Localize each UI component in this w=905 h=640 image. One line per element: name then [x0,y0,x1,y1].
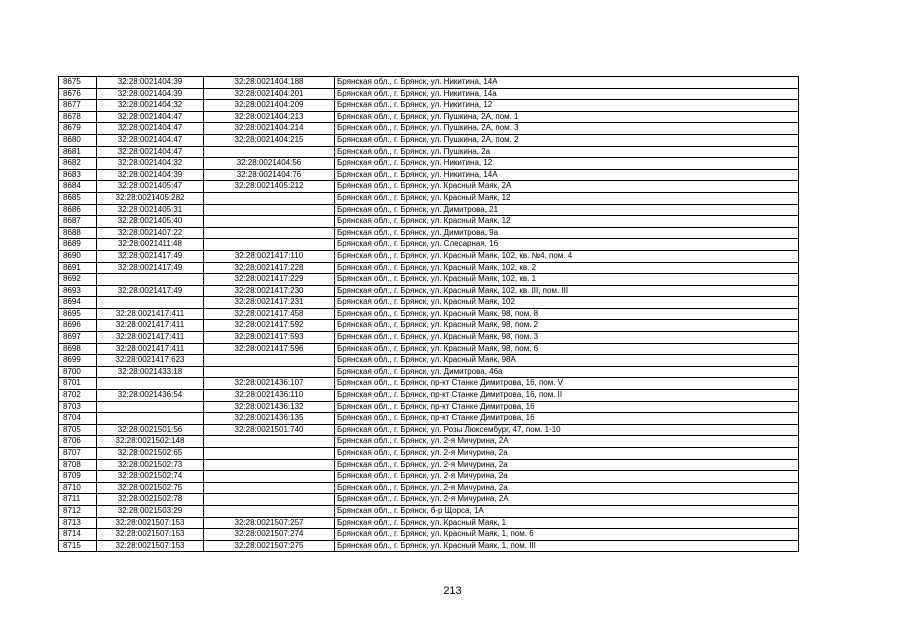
address-cell: Брянская обл., г. Брянск, ул. Красный Маяк, 102, кв. III, пом. III [335,285,799,297]
address-cell: Брянская обл., г. Брянск, ул. Пушкина, 2А, пом. 3 [335,123,799,135]
address-cell: Брянская обл., г. Брянск, ул. Никитина, 14А [335,169,799,181]
building-cadastral-cell [204,227,335,239]
building-cadastral-cell [204,494,335,506]
row-number-cell: 8697 [59,332,97,344]
building-cadastral-cell: 32:28:0021417:230 [204,285,335,297]
table-row [59,158,799,170]
building-cadastral-cell: 32:28:0021417:110 [204,250,335,262]
address-cell: Брянская обл., г. Брянск, ул. Красный Маяк, 98, пом. 6 [335,343,799,355]
building-cadastral-cell [204,146,335,158]
row-number-cell: 8686 [59,204,97,216]
building-cadastral-cell: 32:28:0021417:593 [204,332,335,344]
parcel-cadastral-cell: 32:28:0021502:73 [97,459,204,471]
table-row [59,355,799,367]
row-number-cell: 8713 [59,517,97,529]
parcel-cadastral-cell: 32:28:0021502:74 [97,471,204,483]
parcel-cadastral-cell: 32:28:0021502:65 [97,448,204,460]
building-cadastral-cell [204,366,335,378]
building-cadastral-cell: 32:28:0021404:215 [204,134,335,146]
table-row [59,320,799,332]
table-row [59,332,799,344]
parcel-cadastral-cell: 32:28:0021502:148 [97,436,204,448]
building-cadastral-cell: 32:28:0021436:132 [204,401,335,413]
parcel-cadastral-cell [97,413,204,425]
building-cadastral-cell: 32:28:0021507:257 [204,517,335,529]
building-cadastral-cell [204,436,335,448]
table-row [59,494,799,506]
building-cadastral-cell [204,239,335,251]
parcel-cadastral-cell [97,297,204,309]
parcel-cadastral-cell: 32:28:0021507:153 [97,529,204,541]
building-cadastral-cell: 32:28:0021501:740 [204,424,335,436]
address-cell: Брянская обл., г. Брянск, ул. Слесарная, 16 [335,239,799,251]
parcel-cadastral-cell [97,274,204,286]
building-cadastral-cell [204,459,335,471]
row-number-cell: 8687 [59,216,97,228]
row-number-cell: 8707 [59,448,97,460]
row-number-cell: 8699 [59,355,97,367]
address-cell: Брянская обл., г. Брянск, ул. Красный Маяк, 102 [335,297,799,309]
address-cell: Брянская обл., г. Брянск, ул. Красный Маяк, 98, пом. 2 [335,320,799,332]
table-row [59,448,799,460]
parcel-cadastral-cell: 32:28:0021417:49 [97,262,204,274]
address-cell: Брянская обл., г. Брянск, ул. Пушкина, 2А, пом. 2 [335,134,799,146]
building-cadastral-cell: 32:28:0021417:229 [204,274,335,286]
address-cell: Брянская обл., г. Брянск, пр-кт Станке Димитрова, 16 [335,413,799,425]
table-row [59,401,799,413]
building-cadastral-cell [204,482,335,494]
row-number-cell: 8679 [59,123,97,135]
address-cell: Брянская обл., г. Брянск, ул. 2-я Мичурина, 2а [335,459,799,471]
table-row [59,297,799,309]
parcel-cadastral-cell: 32:28:0021405:40 [97,216,204,228]
parcel-cadastral-cell: 32:28:0021405:47 [97,181,204,193]
address-cell: Брянская обл., г. Брянск, ул. Никитина, 14а [335,88,799,100]
building-cadastral-cell [204,471,335,483]
building-cadastral-cell: 32:28:0021436:110 [204,390,335,402]
row-number-cell: 8685 [59,192,97,204]
row-number-cell: 8702 [59,390,97,402]
address-cell: Брянская обл., г. Брянск, б-р Щорса, 1А [335,505,799,517]
row-number-cell: 8704 [59,413,97,425]
address-cell: Брянская обл., г. Брянск, ул. 2-я Мичурина, 2а [335,482,799,494]
address-cell: Брянская обл., г. Брянск, пр-кт Станке Димитрова, 16, пом. V [335,378,799,390]
row-number-cell: 8703 [59,401,97,413]
building-cadastral-cell: 32:28:0021404:56 [204,158,335,170]
table-row [59,100,799,112]
address-cell: Брянская обл., г. Брянск, ул. Красный Маяк, 102, кв. 2 [335,262,799,274]
parcel-cadastral-cell: 32:28:0021404:39 [97,88,204,100]
table-row [59,378,799,390]
parcel-cadastral-cell [97,378,204,390]
address-cell: Брянская обл., г. Брянск, ул. Димитрова, 21 [335,204,799,216]
parcel-cadastral-cell: 32:28:0021411:48 [97,239,204,251]
address-cell: Брянская обл., г. Брянск, ул. Красный Маяк, 1 [335,517,799,529]
address-cell: Брянская обл., г. Брянск, ул. Красный Маяк, 98, пом. 8 [335,308,799,320]
address-cell: Брянская обл., г. Брянск, ул. Димитрова, 9а [335,227,799,239]
table-row [59,529,799,541]
address-cell: Брянская обл., г. Брянск, ул. Розы Люксембург, 47, пом. 1-10 [335,424,799,436]
address-cell: Брянская обл., г. Брянск, ул. Красный Маяк, 2А [335,181,799,193]
table-row [59,88,799,100]
building-cadastral-cell: 32:28:0021404:209 [204,100,335,112]
table-row [59,459,799,471]
parcel-cadastral-cell: 32:28:0021501:56 [97,424,204,436]
table-row [59,227,799,239]
table-row [59,111,799,123]
parcel-cadastral-cell: 32:28:0021417:411 [97,332,204,344]
row-number-cell: 8712 [59,505,97,517]
parcel-cadastral-cell: 32:28:0021417:49 [97,285,204,297]
parcel-cadastral-cell: 32:28:0021407:22 [97,227,204,239]
address-cell: Брянская обл., г. Брянск, ул. 2-я Мичурина, 2А [335,436,799,448]
address-cell: Брянская обл., г. Брянск, пр-кт Станке Димитрова, 16, пом. II [335,390,799,402]
address-cell: Брянская обл., г. Брянск, ул. 2-я Мичурина, 2А [335,494,799,506]
address-cell: Брянская обл., г. Брянск, ул. Никитина, 12 [335,158,799,170]
table-row [59,274,799,286]
address-cell: Брянская обл., г. Брянск, ул. Красный Маяк, 98А [335,355,799,367]
building-cadastral-cell [204,216,335,228]
row-number-cell: 8688 [59,227,97,239]
table-row [59,77,799,89]
row-number-cell: 8683 [59,169,97,181]
table-row [59,204,799,216]
parcel-cadastral-cell: 32:28:0021404:47 [97,111,204,123]
parcel-cadastral-cell: 32:28:0021405:31 [97,204,204,216]
parcel-cadastral-cell: 32:28:0021507:153 [97,517,204,529]
row-number-cell: 8684 [59,181,97,193]
table-row [59,413,799,425]
row-number-cell: 8676 [59,88,97,100]
table-row [59,169,799,181]
table-row [59,308,799,320]
building-cadastral-cell: 32:28:0021404:188 [204,77,335,89]
parcel-cadastral-cell [97,401,204,413]
building-cadastral-cell: 32:28:0021417:596 [204,343,335,355]
row-number-cell: 8708 [59,459,97,471]
table-row [59,250,799,262]
address-cell: Брянская обл., г. Брянск, пр-кт Станке Димитрова, 16 [335,401,799,413]
parcel-cadastral-cell: 32:28:0021503:29 [97,505,204,517]
row-number-cell: 8689 [59,239,97,251]
building-cadastral-cell: 32:28:0021436:135 [204,413,335,425]
row-number-cell: 8701 [59,378,97,390]
building-cadastral-cell: 32:28:0021417:228 [204,262,335,274]
parcel-cadastral-cell: 32:28:0021417:623 [97,355,204,367]
address-cell: Брянская обл., г. Брянск, ул. Никитина, 12 [335,100,799,112]
row-number-cell: 8715 [59,540,97,552]
parcel-cadastral-cell: 32:28:0021404:47 [97,134,204,146]
parcel-cadastral-cell: 32:28:0021507:153 [97,540,204,552]
building-cadastral-cell: 32:28:0021404:76 [204,169,335,181]
table-row [59,343,799,355]
address-cell: Брянская обл., г. Брянск, ул. Пушкина, 2А, пом. 1 [335,111,799,123]
building-cadastral-cell [204,505,335,517]
parcel-cadastral-cell: 32:28:0021404:32 [97,158,204,170]
parcel-cadastral-cell: 32:28:0021433:18 [97,366,204,378]
address-cell: Брянская обл., г. Брянск, ул. Красный Маяк, 12 [335,192,799,204]
address-cell: Брянская обл., г. Брянск, ул. Красный Маяк, 12 [335,216,799,228]
parcel-cadastral-cell: 32:28:0021417:411 [97,308,204,320]
table-row [59,262,799,274]
table-row [59,181,799,193]
table-row [59,134,799,146]
table-row [59,517,799,529]
building-cadastral-cell: 32:28:0021405:212 [204,181,335,193]
building-cadastral-cell: 32:28:0021436:107 [204,378,335,390]
address-cell: Брянская обл., г. Брянск, ул. Красный Маяк, 102, кв. №4, пом. 4 [335,250,799,262]
row-number-cell: 8705 [59,424,97,436]
table-row [59,366,799,378]
table-row [59,285,799,297]
table-row [59,424,799,436]
parcel-cadastral-cell: 32:28:0021405:282 [97,192,204,204]
registry-table-body [59,77,799,552]
address-cell: Брянская обл., г. Брянск, ул. Красный Маяк, 1, пом. III [335,540,799,552]
parcel-cadastral-cell: 32:28:0021404:47 [97,146,204,158]
address-cell: Брянская обл., г. Брянск, ул. Пушкина, 2а [335,146,799,158]
row-number-cell: 8677 [59,100,97,112]
row-number-cell: 8693 [59,285,97,297]
row-number-cell: 8678 [59,111,97,123]
building-cadastral-cell [204,448,335,460]
table-row [59,216,799,228]
building-cadastral-cell: 32:28:0021507:275 [204,540,335,552]
row-number-cell: 8675 [59,77,97,89]
row-number-cell: 8700 [59,366,97,378]
parcel-cadastral-cell: 32:28:0021404:47 [97,123,204,135]
page-number: 213 [443,585,462,597]
building-cadastral-cell: 32:28:0021404:214 [204,123,335,135]
table-row [59,123,799,135]
address-cell: Брянская обл., г. Брянск, ул. Никитина, 14А [335,77,799,89]
table-row [59,505,799,517]
row-number-cell: 8692 [59,274,97,286]
row-number-cell: 8694 [59,297,97,309]
address-cell: Брянская обл., г. Брянск, ул. Красный Маяк, 98, пом. 3 [335,332,799,344]
parcel-cadastral-cell: 32:28:0021404:32 [97,100,204,112]
building-cadastral-cell: 32:28:0021404:213 [204,111,335,123]
table-row [59,436,799,448]
building-cadastral-cell: 32:28:0021417:592 [204,320,335,332]
building-cadastral-cell: 32:28:0021404:201 [204,88,335,100]
building-cadastral-cell: 32:28:0021507:274 [204,529,335,541]
row-number-cell: 8714 [59,529,97,541]
row-number-cell: 8691 [59,262,97,274]
row-number-cell: 8690 [59,250,97,262]
parcel-cadastral-cell: 32:28:0021417:411 [97,320,204,332]
row-number-cell: 8710 [59,482,97,494]
table-row [59,390,799,402]
building-cadastral-cell: 32:28:0021417:231 [204,297,335,309]
parcel-cadastral-cell: 32:28:0021404:39 [97,169,204,181]
parcel-cadastral-cell: 32:28:0021502:78 [97,494,204,506]
address-cell: Брянская обл., г. Брянск, ул. Красный Маяк, 102, кв. 1 [335,274,799,286]
address-cell: Брянская обл., г. Брянск, ул. Димитрова, 46а [335,366,799,378]
table-row [59,239,799,251]
row-number-cell: 8681 [59,146,97,158]
parcel-cadastral-cell: 32:28:0021436:54 [97,390,204,402]
table-row [59,146,799,158]
building-cadastral-cell: 32:28:0021417:458 [204,308,335,320]
row-number-cell: 8706 [59,436,97,448]
building-cadastral-cell [204,204,335,216]
table-row [59,482,799,494]
row-number-cell: 8696 [59,320,97,332]
registry-table [58,76,799,552]
address-cell: Брянская обл., г. Брянск, ул. 2-я Мичурина, 2а [335,448,799,460]
address-cell: Брянская обл., г. Брянск, ул. 2-я Мичурина, 2а [335,471,799,483]
parcel-cadastral-cell: 32:28:0021404:39 [97,77,204,89]
table-row [59,192,799,204]
row-number-cell: 8695 [59,308,97,320]
row-number-cell: 8682 [59,158,97,170]
row-number-cell: 8680 [59,134,97,146]
building-cadastral-cell [204,192,335,204]
building-cadastral-cell [204,355,335,367]
parcel-cadastral-cell: 32:28:0021417:49 [97,250,204,262]
row-number-cell: 8709 [59,471,97,483]
table-row [59,540,799,552]
parcel-cadastral-cell: 32:28:0021417:411 [97,343,204,355]
table-row [59,471,799,483]
parcel-cadastral-cell: 32:28:0021502:75 [97,482,204,494]
row-number-cell: 8711 [59,494,97,506]
row-number-cell: 8698 [59,343,97,355]
address-cell: Брянская обл., г. Брянск, ул. Красный Маяк, 1, пом. 6 [335,529,799,541]
